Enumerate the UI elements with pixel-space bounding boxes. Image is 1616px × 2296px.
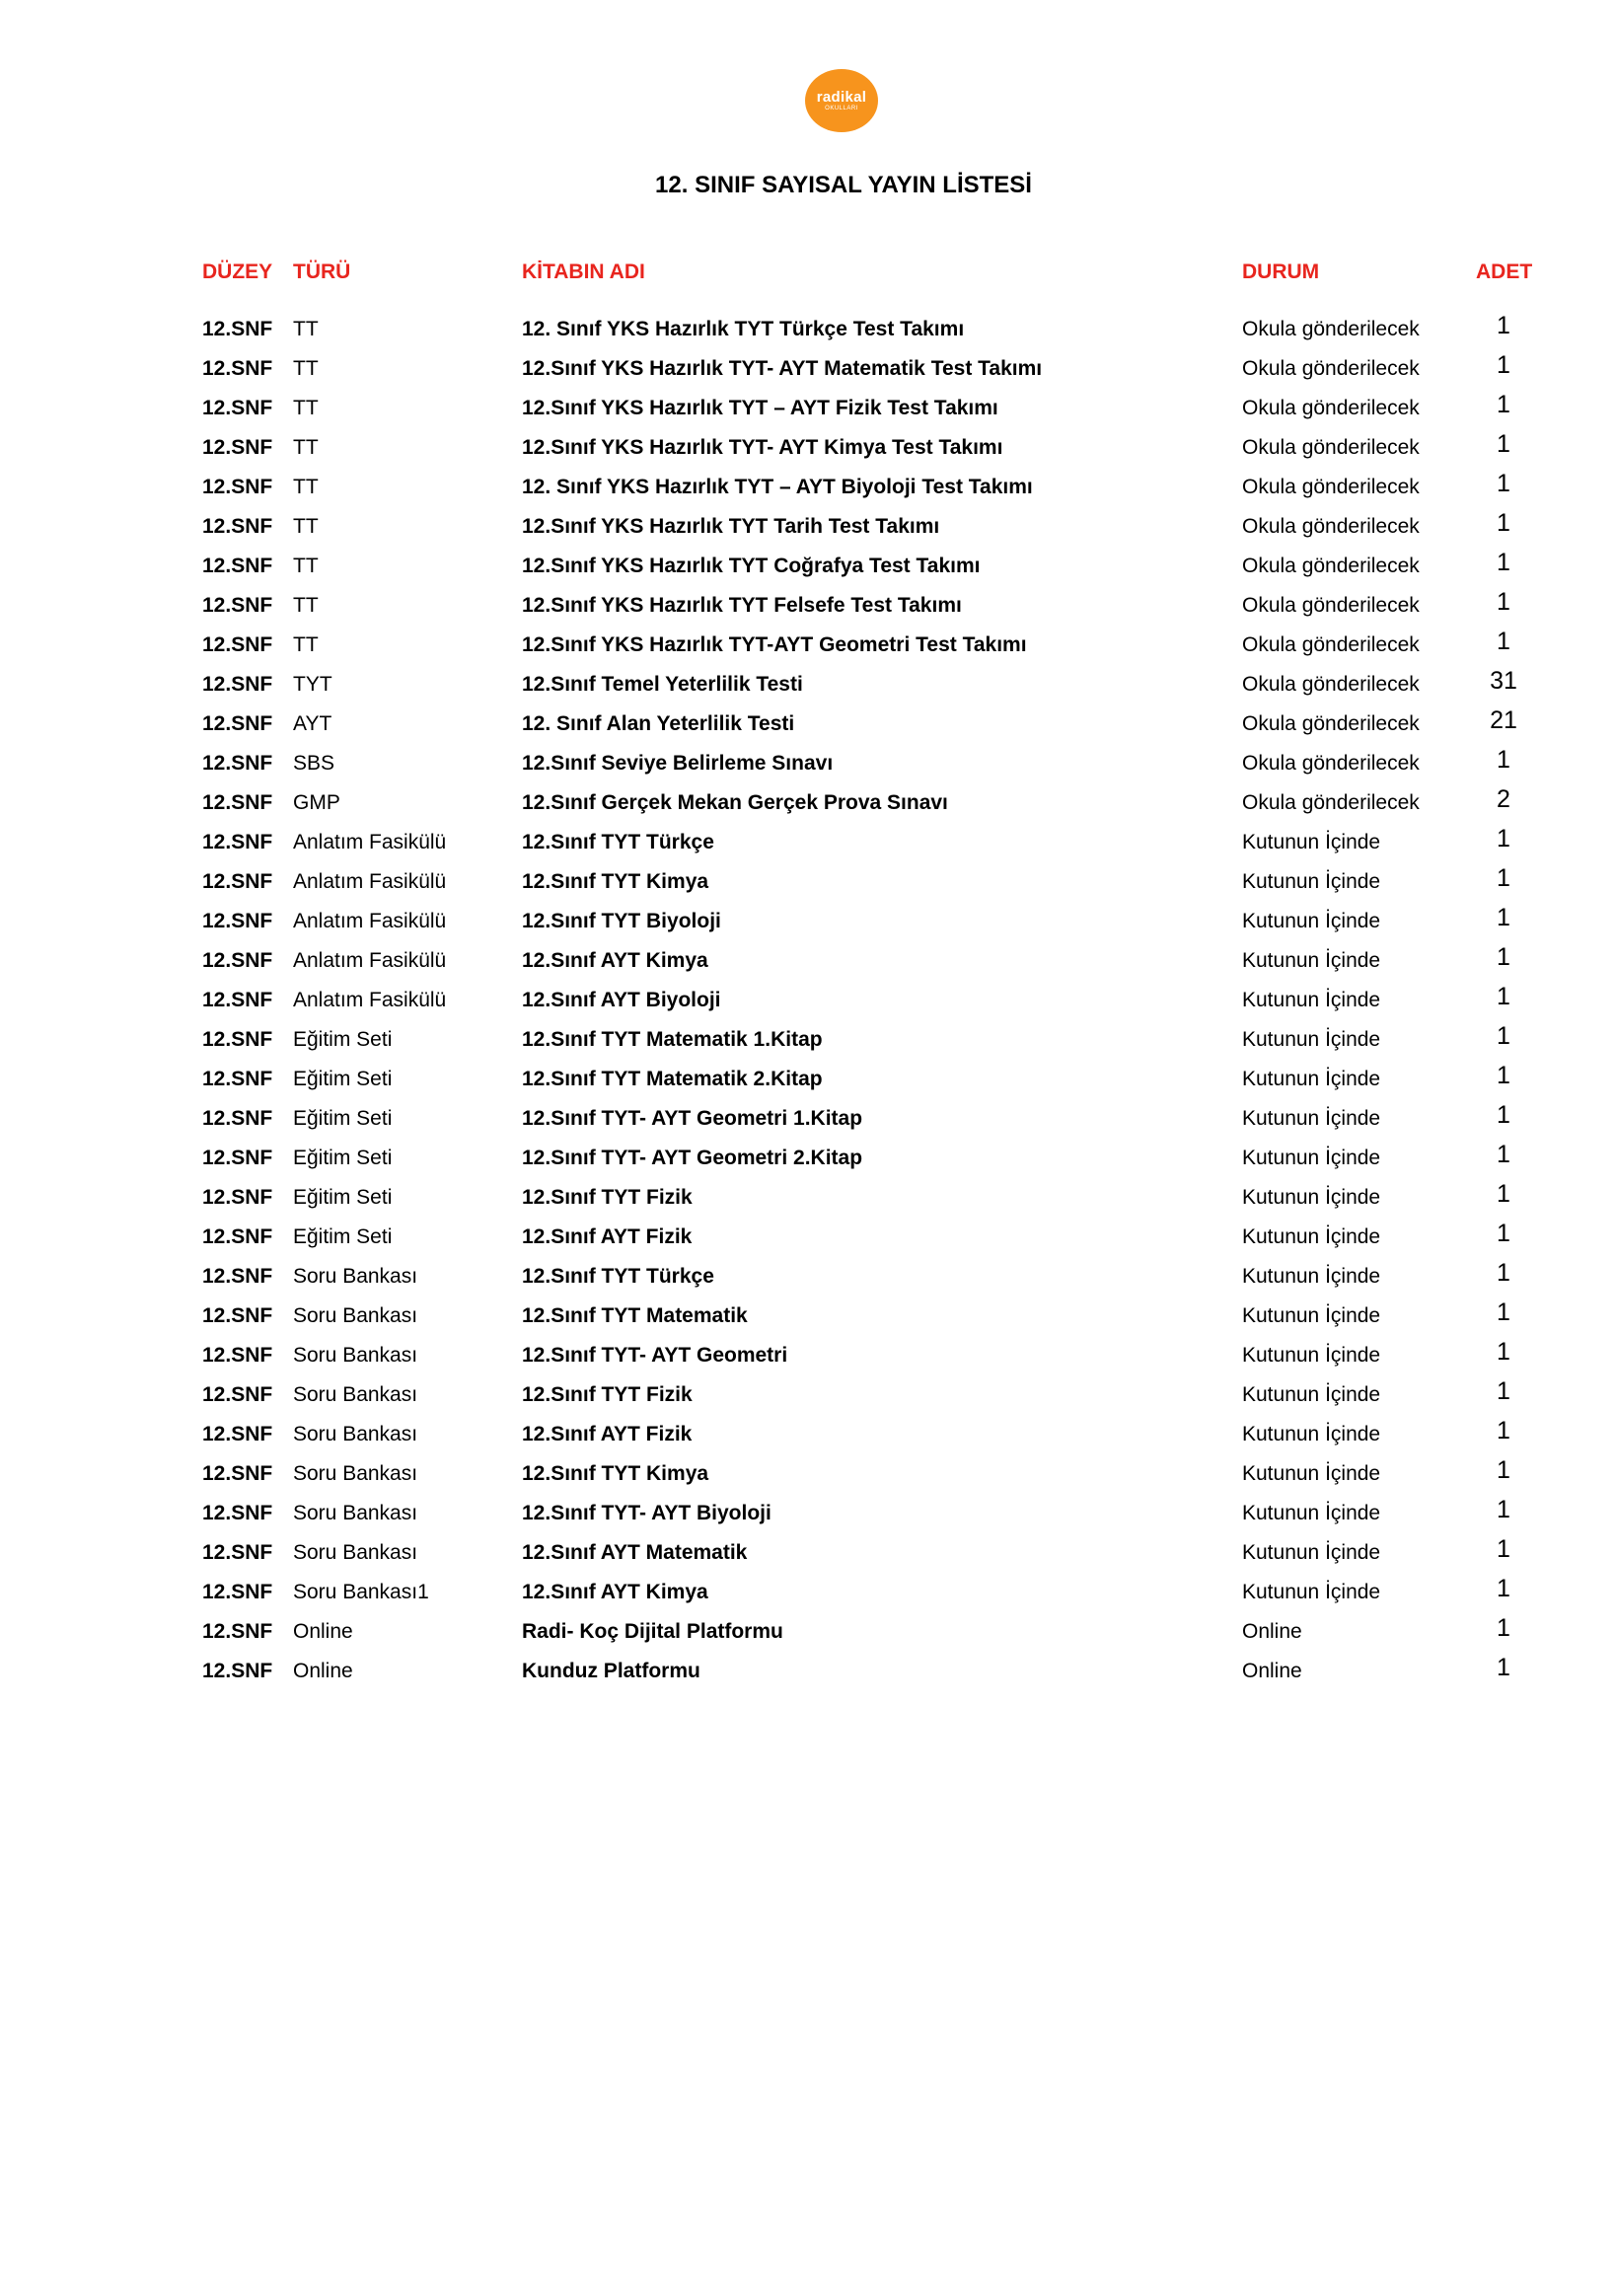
row-type: Eğitim Seti [293,1028,393,1051]
row-book-title: 12.Sınıf YKS Hazırlık TYT-AYT Geometri Test Takımı [522,633,1027,656]
row-type: TT [293,515,319,538]
row-type: Anlatım Fasikülü [293,949,447,972]
row-type: Soru Bankası [293,1541,418,1564]
row-level: 12.SNF [202,1068,273,1090]
row-status: Online [1242,1620,1302,1643]
row-status: Kutunun İçinde [1242,1304,1381,1327]
row-quantity: 1 [1497,1259,1510,1287]
row-type: TYT [293,673,332,696]
row-status: Okula gönderilecek [1242,555,1420,577]
row-status: Okula gönderilecek [1242,515,1420,538]
row-quantity: 1 [1497,1338,1510,1366]
publication-list [0,314,1616,1695]
row-type: Eğitim Seti [293,1225,393,1248]
row-book-title: 12.Sınıf TYT Matematik [522,1304,748,1327]
row-level: 12.SNF [202,594,273,617]
logo-text: radikal [816,88,867,106]
row-status: Okula gönderilecek [1242,397,1420,419]
table-row [0,1340,1616,1379]
table-row [0,827,1616,866]
row-level: 12.SNF [202,1304,273,1327]
table-row [0,1537,1616,1577]
table-row [0,1616,1616,1656]
table-row [0,1064,1616,1103]
row-status: Okula gönderilecek [1242,594,1420,617]
row-quantity: 1 [1497,1496,1510,1523]
table-row [0,590,1616,630]
row-type: TT [293,436,319,459]
row-type: Soru Bankası [293,1304,418,1327]
row-quantity: 1 [1497,351,1510,379]
row-type: Eğitim Seti [293,1186,393,1209]
row-book-title: 12. Sınıf Alan Yeterlilik Testi [522,712,795,735]
row-quantity: 1 [1497,628,1510,655]
row-status: Okula gönderilecek [1242,318,1420,340]
row-type: TT [293,318,319,340]
row-type: Soru Bankası [293,1502,418,1524]
table-row [0,708,1616,748]
row-type: Soru Bankası [293,1423,418,1445]
row-status: Kutunun İçinde [1242,1147,1381,1169]
table-row [0,1419,1616,1458]
row-type: Eğitim Seti [293,1107,393,1130]
row-book-title: 12.Sınıf YKS Hazırlık TYT Tarih Test Takımı [522,515,940,538]
table-row [0,1458,1616,1498]
row-level: 12.SNF [202,831,273,853]
header-type: TÜRÜ [293,260,351,283]
row-type: TT [293,594,319,617]
row-level: 12.SNF [202,1344,273,1367]
row-book-title: 12.Sınıf TYT- AYT Geometri 2.Kitap [522,1147,863,1169]
row-quantity: 1 [1497,470,1510,497]
row-level: 12.SNF [202,1423,273,1445]
row-quantity: 1 [1497,1417,1510,1444]
row-status: Online [1242,1660,1302,1682]
row-status: Kutunun İçinde [1242,1265,1381,1288]
row-quantity: 31 [1490,667,1517,695]
row-quantity: 1 [1497,904,1510,931]
row-book-title: 12.Sınıf TYT Kimya [522,1462,709,1485]
row-quantity: 1 [1497,1220,1510,1247]
row-quantity: 1 [1497,312,1510,339]
row-quantity: 1 [1497,943,1510,971]
row-book-title: 12.Sınıf TYT Kimya [522,870,709,893]
row-quantity: 1 [1497,746,1510,774]
row-book-title: 12.Sınıf YKS Hazırlık TYT – AYT Fizik Test Takımı [522,397,998,419]
row-level: 12.SNF [202,318,273,340]
row-book-title: 12.Sınıf Temel Yeterlilik Testi [522,673,803,696]
row-book-title: 12.Sınıf TYT- AYT Geometri [522,1344,788,1367]
row-book-title: 12.Sınıf AYT Matematik [522,1541,748,1564]
row-quantity: 1 [1497,1377,1510,1405]
row-status: Kutunun İçinde [1242,1186,1381,1209]
header-book: KİTABIN ADI [522,260,645,283]
row-status: Okula gönderilecek [1242,712,1420,735]
row-status: Kutunun İçinde [1242,1502,1381,1524]
row-quantity: 1 [1497,983,1510,1010]
row-book-title: 12.Sınıf TYT Biyoloji [522,910,721,932]
row-type: Soru Bankası [293,1462,418,1485]
row-level: 12.SNF [202,555,273,577]
row-type: TT [293,357,319,380]
row-type: AYT [293,712,332,735]
table-row [0,1024,1616,1064]
row-type: TT [293,476,319,498]
row-type: Anlatım Fasikülü [293,910,447,932]
row-quantity: 1 [1497,864,1510,892]
row-level: 12.SNF [202,1660,273,1682]
row-book-title: 12.Sınıf TYT Fizik [522,1186,693,1209]
row-type: Soru Bankası [293,1344,418,1367]
row-level: 12.SNF [202,1502,273,1524]
table-row [0,630,1616,669]
page-title: 12. SINIF SAYISAL YAYIN LİSTESİ [655,172,1032,198]
table-row [0,1656,1616,1695]
row-type: Online [293,1660,353,1682]
table-row [0,314,1616,353]
row-level: 12.SNF [202,1541,273,1564]
table-row [0,985,1616,1024]
row-quantity: 1 [1497,1180,1510,1208]
row-book-title: 12.Sınıf Seviye Belirleme Sınavı [522,752,834,775]
row-quantity: 1 [1497,1614,1510,1642]
table-row [0,1261,1616,1300]
row-quantity: 1 [1497,1298,1510,1326]
row-level: 12.SNF [202,1107,273,1130]
row-type: SBS [293,752,335,775]
row-level: 12.SNF [202,515,273,538]
row-book-title: 12.Sınıf AYT Fizik [522,1423,693,1445]
row-status: Kutunun İçinde [1242,831,1381,853]
row-status: Okula gönderilecek [1242,357,1420,380]
row-status: Okula gönderilecek [1242,791,1420,814]
row-level: 12.SNF [202,1620,273,1643]
row-book-title: 12. Sınıf YKS Hazırlık TYT – AYT Biyoloji Test Takımı [522,476,1033,498]
table-row [0,748,1616,787]
row-level: 12.SNF [202,910,273,932]
row-book-title: 12.Sınıf AYT Fizik [522,1225,693,1248]
table-row [0,866,1616,906]
row-book-title: Radi- Koç Dijital Platformu [522,1620,783,1643]
row-type: Anlatım Fasikülü [293,831,447,853]
row-status: Kutunun İçinde [1242,1581,1381,1603]
school-logo [805,69,878,132]
row-level: 12.SNF [202,791,273,814]
row-status: Kutunun İçinde [1242,910,1381,932]
row-quantity: 1 [1497,1575,1510,1602]
row-type: Eğitim Seti [293,1147,393,1169]
row-book-title: 12.Sınıf AYT Kimya [522,1581,708,1603]
table-row [0,1498,1616,1537]
row-level: 12.SNF [202,712,273,735]
row-type: Soru Bankası [293,1383,418,1406]
row-level: 12.SNF [202,1462,273,1485]
table-row [0,1182,1616,1222]
row-status: Okula gönderilecek [1242,673,1420,696]
row-book-title: 12.Sınıf TYT Fizik [522,1383,693,1406]
row-quantity: 1 [1497,1654,1510,1681]
row-book-title: 12.Sınıf TYT Matematik 2.Kitap [522,1068,823,1090]
row-level: 12.SNF [202,476,273,498]
row-book-title: 12. Sınıf YKS Hazırlık TYT Türkçe Test Takımı [522,318,965,340]
row-type: Online [293,1620,353,1643]
table-row [0,432,1616,472]
row-level: 12.SNF [202,673,273,696]
row-quantity: 1 [1497,1535,1510,1563]
row-book-title: 12.Sınıf TYT Türkçe [522,1265,714,1288]
table-row [0,393,1616,432]
row-book-title: 12.Sınıf Gerçek Mekan Gerçek Prova Sınavı [522,791,948,814]
row-level: 12.SNF [202,397,273,419]
table-row [0,353,1616,393]
row-level: 12.SNF [202,1225,273,1248]
row-level: 12.SNF [202,1265,273,1288]
row-status: Okula gönderilecek [1242,633,1420,656]
row-status: Kutunun İçinde [1242,870,1381,893]
table-row [0,472,1616,511]
row-book-title: 12.Sınıf YKS Hazırlık TYT Felsefe Test Takımı [522,594,962,617]
row-book-title: 12.Sınıf YKS Hazırlık TYT Coğrafya Test Takımı [522,555,981,577]
row-level: 12.SNF [202,989,273,1011]
row-status: Kutunun İçinde [1242,1423,1381,1445]
header-qty: ADET [1476,260,1533,283]
row-type: TT [293,397,319,419]
row-book-title: 12.Sınıf YKS Hazırlık TYT- AYT Matematik Test Takımı [522,357,1043,380]
row-type: Soru Bankası1 [293,1581,429,1603]
row-status: Okula gönderilecek [1242,752,1420,775]
row-book-title: 12.Sınıf AYT Biyoloji [522,989,721,1011]
header-level: DÜZEY [202,260,273,283]
row-book-title: 12.Sınıf TYT Türkçe [522,831,714,853]
row-level: 12.SNF [202,436,273,459]
row-book-title: 12.Sınıf TYT Matematik 1.Kitap [522,1028,823,1051]
row-status: Kutunun İçinde [1242,989,1381,1011]
table-row [0,1103,1616,1143]
row-status: Kutunun İçinde [1242,1541,1381,1564]
row-book-title: 12.Sınıf AYT Kimya [522,949,708,972]
row-level: 12.SNF [202,357,273,380]
row-status: Kutunun İçinde [1242,1344,1381,1367]
row-type: GMP [293,791,340,814]
row-status: Kutunun İçinde [1242,1068,1381,1090]
row-level: 12.SNF [202,1186,273,1209]
table-row [0,1300,1616,1340]
row-book-title: 12.Sınıf TYT- AYT Biyoloji [522,1502,771,1524]
row-level: 12.SNF [202,870,273,893]
row-quantity: 1 [1497,549,1510,576]
table-row [0,1577,1616,1616]
header-status: DURUM [1242,260,1320,283]
row-quantity: 1 [1497,391,1510,418]
row-book-title: 12.Sınıf YKS Hazırlık TYT- AYT Kimya Test Takımı [522,436,1003,459]
row-quantity: 1 [1497,430,1510,458]
row-quantity: 2 [1497,785,1510,813]
row-type: TT [293,633,319,656]
row-level: 12.SNF [202,1028,273,1051]
logo-subtext: OKULLARI [825,105,858,111]
row-book-title: 12.Sınıf TYT- AYT Geometri 1.Kitap [522,1107,863,1130]
row-type: Soru Bankası [293,1265,418,1288]
row-status: Kutunun İçinde [1242,1107,1381,1130]
table-row [0,551,1616,590]
row-type: TT [293,555,319,577]
row-level: 12.SNF [202,1147,273,1169]
table-row [0,906,1616,945]
row-type: Eğitim Seti [293,1068,393,1090]
row-status: Okula gönderilecek [1242,476,1420,498]
row-level: 12.SNF [202,633,273,656]
table-row [0,1379,1616,1419]
row-status: Okula gönderilecek [1242,436,1420,459]
table-row [0,511,1616,551]
table-row [0,945,1616,985]
row-quantity: 1 [1497,825,1510,852]
row-level: 12.SNF [202,1581,273,1603]
row-level: 12.SNF [202,949,273,972]
row-quantity: 1 [1497,1062,1510,1089]
table-row [0,787,1616,827]
row-type: Anlatım Fasikülü [293,989,447,1011]
row-status: Kutunun İçinde [1242,1028,1381,1051]
row-quantity: 1 [1497,588,1510,616]
row-status: Kutunun İçinde [1242,1462,1381,1485]
row-book-title: Kunduz Platformu [522,1660,700,1682]
table-row [0,1222,1616,1261]
row-quantity: 1 [1497,509,1510,537]
row-level: 12.SNF [202,752,273,775]
row-status: Kutunun İçinde [1242,949,1381,972]
row-quantity: 1 [1497,1456,1510,1484]
row-quantity: 1 [1497,1141,1510,1168]
row-quantity: 1 [1497,1022,1510,1050]
table-row [0,669,1616,708]
row-status: Kutunun İçinde [1242,1383,1381,1406]
row-quantity: 1 [1497,1101,1510,1129]
row-type: Anlatım Fasikülü [293,870,447,893]
row-quantity: 21 [1490,706,1517,734]
row-status: Kutunun İçinde [1242,1225,1381,1248]
table-row [0,1143,1616,1182]
row-level: 12.SNF [202,1383,273,1406]
